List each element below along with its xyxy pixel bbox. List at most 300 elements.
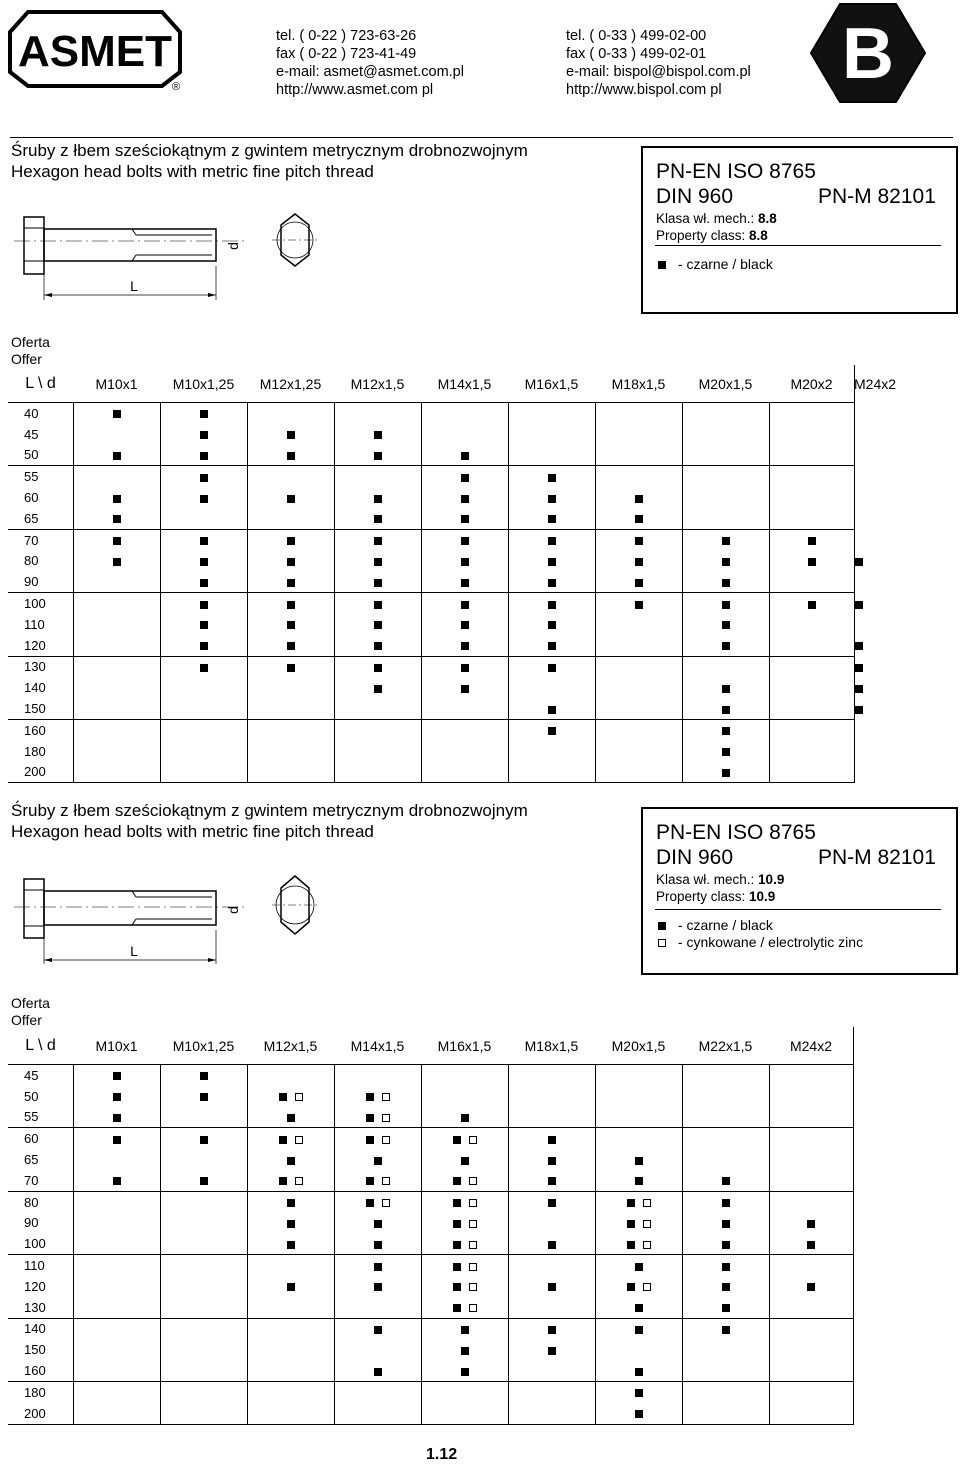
- availability-cell: [508, 508, 595, 529]
- availability-cell: [421, 1086, 508, 1107]
- table-row: [8, 1381, 854, 1402]
- table-row: [8, 656, 854, 677]
- availability-cell: [247, 466, 334, 487]
- black-finish-mark: [461, 1347, 469, 1355]
- availability-cell: [595, 508, 682, 529]
- availability-cell: [769, 1233, 854, 1254]
- availability-cell: [73, 1149, 160, 1170]
- availability-cell: [508, 1213, 595, 1234]
- availability-cell: [160, 424, 247, 445]
- availability-cell: [73, 403, 160, 424]
- availability-cell: [508, 424, 595, 445]
- availability-cell: [160, 1297, 247, 1318]
- availability-cell: [247, 1318, 334, 1339]
- availability-cell: [73, 1276, 160, 1297]
- availability-cell: [421, 719, 508, 740]
- table-row: [8, 508, 854, 529]
- availability-cell: [682, 487, 769, 508]
- black-finish-mark: [287, 431, 295, 439]
- black-finish-mark: [200, 474, 208, 482]
- black-finish-mark: [461, 474, 469, 482]
- black-finish-mark: [113, 452, 121, 460]
- availability-cell: [334, 571, 421, 592]
- black-finish-mark: [722, 579, 730, 587]
- availability-cell: [160, 1213, 247, 1234]
- availability-cell: [682, 403, 769, 424]
- black-finish-mark: [287, 579, 295, 587]
- black-finish-mark: [722, 537, 730, 545]
- zinc-finish-mark: [469, 1220, 477, 1228]
- availability-cell: [160, 593, 247, 614]
- table-row: [8, 614, 854, 635]
- availability-cell: [247, 1360, 334, 1381]
- black-finish-mark: [461, 495, 469, 503]
- black-finish-mark: [113, 1177, 121, 1185]
- availability-cell: [73, 614, 160, 635]
- availability-cell: [769, 762, 854, 783]
- length-value: 150: [24, 1342, 46, 1358]
- availability-cell: [769, 741, 854, 762]
- availability-cell: [682, 1213, 769, 1234]
- length-value: 120: [24, 637, 46, 653]
- diameter-label: d: [225, 242, 241, 250]
- column-header: M12x1,25: [259, 375, 322, 392]
- availability-cell: [769, 1403, 854, 1424]
- availability-cell: [160, 1318, 247, 1339]
- black-finish-mark: [808, 601, 816, 609]
- availability-cell: [769, 719, 854, 740]
- availability-cell: [160, 1276, 247, 1297]
- table-row: [8, 698, 854, 719]
- availability-cell: [682, 1170, 769, 1191]
- legend-zinc: [658, 934, 863, 951]
- black-finish-mark: [287, 1220, 295, 1228]
- asmet-website[interactable]: http://www.asmet.com pl: [276, 82, 434, 98]
- black-finish-mark: [453, 1283, 461, 1291]
- zinc-finish-mark: [295, 1136, 303, 1144]
- zinc-finish-mark: [643, 1199, 651, 1207]
- black-finish-mark: [374, 1263, 382, 1271]
- black-finish-mark: [635, 601, 643, 609]
- availability-cell: [769, 529, 854, 550]
- availability-cell: [160, 741, 247, 762]
- availability-cell: [160, 1339, 247, 1360]
- availability-cell: [769, 487, 854, 508]
- availability-cell: [595, 1086, 682, 1107]
- table-row: [8, 1086, 854, 1107]
- column-header: M18x1,5: [611, 375, 666, 392]
- black-finish-mark: [635, 1326, 643, 1334]
- black-finish-mark: [113, 410, 121, 418]
- length-value: 60: [8, 1128, 73, 1149]
- availability-cell: [247, 1381, 334, 1402]
- length-value: 90: [24, 1215, 39, 1231]
- availability-cell: [595, 466, 682, 487]
- black-finish-mark: [722, 1177, 730, 1185]
- black-finish-mark: [366, 1136, 374, 1144]
- black-finish-mark: [374, 452, 382, 460]
- zinc-finish-mark: [382, 1093, 390, 1101]
- black-finish-mark: [366, 1114, 374, 1122]
- zinc-finish-mark: [295, 1177, 303, 1185]
- black-finish-mark: [855, 706, 863, 714]
- table-row: [8, 1403, 854, 1424]
- table-row: [8, 719, 854, 740]
- black-finish-mark: [113, 558, 121, 566]
- availability-cell: [334, 466, 421, 487]
- length-label: L: [130, 278, 138, 294]
- black-finish-mark: [635, 495, 643, 503]
- availability-cell: [160, 635, 247, 656]
- availability-cell: [508, 762, 595, 783]
- length-value: 65: [24, 1152, 39, 1168]
- bispol-website[interactable]: http://www.bispol.com pl: [566, 82, 722, 98]
- availability-cell: [73, 1170, 160, 1191]
- availability-cell: [595, 1128, 682, 1149]
- column-header: M20x2: [790, 375, 833, 392]
- length-value: 60: [24, 490, 39, 506]
- availability-cell: [508, 1255, 595, 1276]
- length-value: 160: [8, 719, 73, 740]
- availability-cell: [334, 508, 421, 529]
- availability-cell: [73, 698, 160, 719]
- availability-cell: [508, 466, 595, 487]
- filled-square-icon: [658, 922, 666, 930]
- length-value: 70: [8, 529, 73, 550]
- zinc-finish-mark: [469, 1199, 477, 1207]
- black-finish-mark: [548, 515, 556, 523]
- availability-cell: [769, 1149, 854, 1170]
- availability-cell: [421, 1128, 508, 1149]
- availability-cell: [247, 593, 334, 614]
- availability-cell: [682, 1086, 769, 1107]
- availability-cell: [421, 529, 508, 550]
- table-row: [8, 1191, 854, 1212]
- black-finish-mark: [722, 685, 730, 693]
- black-finish-mark: [548, 1177, 556, 1185]
- black-finish-mark: [374, 537, 382, 545]
- length-value: 110: [24, 616, 45, 632]
- availability-cell: [682, 1107, 769, 1128]
- black-finish-mark: [200, 1136, 208, 1144]
- availability-cell: [508, 635, 595, 656]
- black-finish-mark: [548, 727, 556, 735]
- asmet-fax: fax ( 0-22 ) 723-41-49: [276, 46, 417, 62]
- column-header: M10x1,25: [172, 1037, 235, 1054]
- black-finish-mark: [722, 621, 730, 629]
- black-finish-mark: [287, 1283, 295, 1291]
- table-row: [8, 445, 854, 466]
- black-finish-mark: [453, 1241, 461, 1249]
- availability-cell: [73, 529, 160, 550]
- availability-cell: [769, 1213, 854, 1234]
- spec-divider: [655, 245, 941, 246]
- availability-cell: [595, 741, 682, 762]
- length-value: 130: [8, 656, 73, 677]
- availability-cell: [769, 466, 854, 487]
- availability-cell: [595, 1276, 682, 1297]
- length-value: 100: [8, 593, 73, 614]
- availability-cell: [421, 1149, 508, 1170]
- standard-pn-m: PN-M 82101: [818, 846, 936, 869]
- availability-cell: [595, 1149, 682, 1170]
- bispol-logo: [808, 2, 928, 104]
- black-finish-mark: [374, 431, 382, 439]
- black-finish-mark: [461, 664, 469, 672]
- table-row: [8, 1255, 854, 1276]
- availability-cell: [334, 741, 421, 762]
- black-finish-mark: [722, 1263, 730, 1271]
- availability-cell: [421, 1213, 508, 1234]
- black-finish-mark: [287, 642, 295, 650]
- availability-cell: [682, 424, 769, 445]
- availability-cell: [73, 445, 160, 466]
- availability-cell: [682, 445, 769, 466]
- availability-cell: [595, 1170, 682, 1191]
- availability-cell: [247, 1065, 334, 1086]
- availability-cell: [682, 551, 769, 572]
- section1-offer-label: [11, 334, 50, 368]
- availability-cell: [508, 445, 595, 466]
- availability-cell: [334, 1149, 421, 1170]
- availability-cell: [73, 508, 160, 529]
- availability-cell: [247, 1149, 334, 1170]
- availability-cell: [769, 1128, 854, 1149]
- column-header: M14x1,5: [437, 375, 492, 392]
- availability-cell: [160, 614, 247, 635]
- black-finish-mark: [548, 601, 556, 609]
- column-header: M12x1,5: [263, 1037, 318, 1054]
- column-header: M10x1: [95, 375, 138, 392]
- black-finish-mark: [635, 537, 643, 545]
- table-row: [8, 1318, 854, 1339]
- table-row: [8, 741, 854, 762]
- availability-cell: [769, 508, 854, 529]
- availability-cell: [595, 487, 682, 508]
- availability-cell: [421, 1297, 508, 1318]
- table-row: [8, 424, 854, 445]
- black-finish-mark: [461, 452, 469, 460]
- asmet-tel: tel. ( 0-22 ) 723-63-26: [276, 28, 417, 44]
- bolt-drawing: [14, 208, 334, 304]
- availability-cell: [160, 445, 247, 466]
- black-finish-mark: [200, 1093, 208, 1101]
- black-finish-mark: [548, 642, 556, 650]
- section2-spec-box: [641, 807, 958, 975]
- availability-cell: [421, 1360, 508, 1381]
- offer-en: Offer: [11, 351, 42, 367]
- availability-cell: [595, 1381, 682, 1402]
- zinc-finish-mark: [469, 1283, 477, 1291]
- availability-cell: [247, 1191, 334, 1212]
- availability-cell: [682, 698, 769, 719]
- property-class-en-value: 8.8: [749, 228, 768, 243]
- availability-cell: [334, 551, 421, 572]
- black-finish-mark: [374, 1157, 382, 1165]
- black-finish-mark: [635, 1263, 643, 1271]
- black-finish-mark: [635, 1389, 643, 1397]
- black-finish-mark: [453, 1136, 461, 1144]
- black-finish-mark: [461, 515, 469, 523]
- offer-pl: Oferta: [11, 995, 50, 1011]
- availability-cell: [73, 1339, 160, 1360]
- availability-cell: [508, 571, 595, 592]
- availability-cell: [421, 1339, 508, 1360]
- availability-cell: [160, 1149, 247, 1170]
- availability-cell: [508, 1065, 595, 1086]
- availability-cell: [769, 677, 854, 698]
- availability-cell: [769, 571, 854, 592]
- length-value: 65: [24, 510, 39, 526]
- black-finish-mark: [287, 558, 295, 566]
- availability-cell: [508, 1276, 595, 1297]
- table-row: [8, 1128, 854, 1149]
- spec-divider: [655, 909, 941, 910]
- availability-cell: [73, 571, 160, 592]
- asmet-logo-text: ASMET: [18, 27, 172, 76]
- table-row: [8, 571, 854, 592]
- table-row: [8, 551, 854, 572]
- availability-cell: [508, 1128, 595, 1149]
- section2-bolt-diagram: [14, 870, 334, 966]
- asmet-logo-graphic: [6, 6, 184, 92]
- standard-pn-en-iso: PN-EN ISO 8765: [656, 160, 816, 183]
- black-finish-mark: [461, 1114, 469, 1122]
- black-finish-mark: [200, 537, 208, 545]
- availability-cell: [769, 1191, 854, 1212]
- table-row: [8, 593, 854, 614]
- availability-cell: [769, 1360, 854, 1381]
- availability-cell: [682, 1191, 769, 1212]
- availability-cell: [595, 424, 682, 445]
- availability-cell: [508, 1297, 595, 1318]
- zinc-finish-mark: [469, 1177, 477, 1185]
- black-finish-mark: [113, 1072, 121, 1080]
- availability-cell: [595, 1403, 682, 1424]
- availability-cell: [508, 593, 595, 614]
- black-finish-mark: [548, 1326, 556, 1334]
- table-row: [8, 403, 854, 424]
- availability-cell: [334, 1381, 421, 1402]
- availability-cell: [247, 1086, 334, 1107]
- black-finish-mark: [287, 1199, 295, 1207]
- availability-cell: [334, 1276, 421, 1297]
- availability-cell: [595, 719, 682, 740]
- availability-cell: [247, 656, 334, 677]
- header-divider: [10, 137, 953, 138]
- availability-cell: [247, 1297, 334, 1318]
- black-finish-mark: [374, 664, 382, 672]
- black-finish-mark: [113, 537, 121, 545]
- table-row: [8, 1339, 854, 1360]
- availability-cell: [334, 1339, 421, 1360]
- availability-cell: [247, 719, 334, 740]
- zinc-finish-mark: [469, 1136, 477, 1144]
- availability-cell: [160, 656, 247, 677]
- table-row: [8, 1360, 854, 1381]
- availability-cell: [421, 1255, 508, 1276]
- black-finish-mark: [722, 706, 730, 714]
- availability-cell: [160, 529, 247, 550]
- black-finish-mark: [808, 558, 816, 566]
- black-finish-mark: [287, 452, 295, 460]
- availability-cell: [334, 1107, 421, 1128]
- legend-black: [658, 917, 773, 934]
- availability-cell: [73, 1086, 160, 1107]
- availability-cell: [421, 1107, 508, 1128]
- availability-cell: [421, 593, 508, 614]
- section1-spec-box: [641, 146, 958, 314]
- table-row: [8, 466, 854, 487]
- availability-cell: [769, 635, 854, 656]
- black-finish-mark: [461, 579, 469, 587]
- bolt-drawing: [14, 870, 334, 966]
- availability-cell: [595, 1191, 682, 1212]
- registered-mark: ®: [171, 81, 181, 92]
- section2-title-en: Hexagon head bolts with metric fine pitch thread: [11, 822, 374, 841]
- table-row: [8, 1065, 854, 1086]
- section1-title: [11, 140, 528, 182]
- availability-cell: [508, 1360, 595, 1381]
- availability-cell: [421, 1318, 508, 1339]
- property-class-pl: [656, 871, 784, 888]
- black-finish-mark: [287, 664, 295, 672]
- availability-cell: [682, 656, 769, 677]
- bispol-logo-graphic: [808, 2, 928, 104]
- availability-cell: [73, 656, 160, 677]
- availability-cell: [508, 1403, 595, 1424]
- black-finish-mark: [374, 558, 382, 566]
- black-finish-mark: [374, 579, 382, 587]
- bispol-email[interactable]: e-mail: bispol@bispol.com.pl: [566, 64, 751, 80]
- property-class-pl-value: 8.8: [758, 211, 777, 226]
- black-finish-mark: [113, 1136, 121, 1144]
- table-row: [8, 529, 854, 550]
- column-header: M20x1,5: [611, 1037, 666, 1054]
- availability-cell: [73, 1191, 160, 1212]
- property-class-en-value: 10.9: [749, 889, 776, 904]
- availability-cell: [334, 1255, 421, 1276]
- availability-cell: [769, 1170, 854, 1191]
- filled-square-icon: [658, 261, 666, 269]
- availability-cell: [508, 1149, 595, 1170]
- availability-cell: [73, 1381, 160, 1402]
- standard-pn-en-iso: PN-EN ISO 8765: [656, 821, 816, 844]
- black-finish-mark: [548, 1199, 556, 1207]
- table-row: [8, 1297, 854, 1318]
- availability-cell: [682, 1276, 769, 1297]
- offer-en: Offer: [11, 1012, 42, 1028]
- black-finish-mark: [635, 1368, 643, 1376]
- availability-cell: [334, 1086, 421, 1107]
- availability-cell: [682, 1381, 769, 1402]
- availability-cell: [682, 614, 769, 635]
- availability-cell: [160, 508, 247, 529]
- column-header: M10x1: [95, 1037, 138, 1054]
- availability-cell: [73, 677, 160, 698]
- asmet-email[interactable]: e-mail: asmet@asmet.com.pl: [276, 64, 464, 80]
- black-finish-mark: [374, 642, 382, 650]
- availability-cell: [508, 1381, 595, 1402]
- length-value: 140: [24, 680, 46, 696]
- property-class-en-label: Property class:: [656, 889, 750, 904]
- black-finish-mark: [722, 769, 730, 777]
- availability-cell: [769, 1276, 854, 1297]
- black-finish-mark: [200, 642, 208, 650]
- length-value: 180: [24, 743, 46, 759]
- black-finish-mark: [548, 579, 556, 587]
- length-value: 55: [24, 1109, 39, 1125]
